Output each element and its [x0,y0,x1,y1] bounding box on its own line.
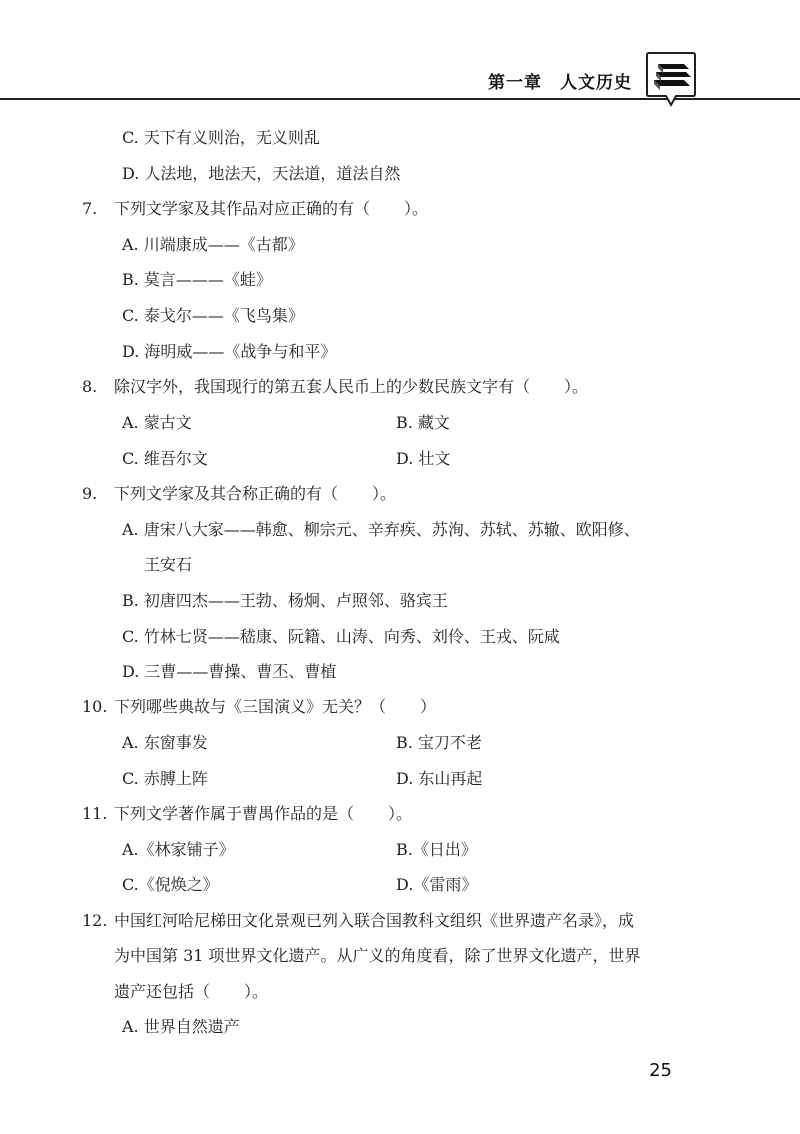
q11-option-c: C.《倪焕之》 [122,875,219,894]
q7-option-c: C. 泰戈尔——《飞鸟集》 [122,306,304,325]
chapter-title: 第一章 人文历史 [488,73,632,93]
q10-option-d: D. 东山再起 [396,769,483,788]
q8-option-c: C. 维吾尔文 [122,449,208,468]
question-number: 7. [82,199,98,218]
q6-option-d: D. 人法地，地法天，天法道，道法自然 [122,164,401,183]
q6-option-c: C. 天下有义则治，无义则乱 [122,128,320,147]
q8-option-a: A. 蒙古文 [122,413,192,432]
q8-option-d: D. 壮文 [396,449,451,468]
question-9-stem: 9. 下列文学家及其合称正确的有（ ）。 [82,484,397,503]
q9-option-b: B. 初唐四杰——王勃、杨炯、卢照邻、骆宾王 [122,591,448,610]
q10-option-c: C. 赤膊上阵 [122,769,208,788]
q11-option-a: A.《林家铺子》 [122,840,235,859]
q7-option-b: B. 莫言———《蛙》 [122,270,272,289]
question-number: 9. [82,484,98,503]
q11-option-d: D.《雷雨》 [396,875,478,894]
q9-option-a: A. 唐宋八大家——韩愈、柳宗元、辛弃疾、苏洵、苏轼、苏辙、欧阳修、 [122,520,640,539]
q10-option-b: B. 宝刀不老 [396,733,482,752]
question-7-stem: 7. 下列文学家及其作品对应正确的有（ ）。 [82,199,429,218]
page-number: 25 [649,1060,672,1081]
q9-option-d: D. 三曹——曹操、曹丕、曹植 [122,662,337,681]
question-number: 10. [82,697,108,716]
question-10-stem: 10. 下列哪些典故与《三国演义》无关？（ ） [82,697,437,716]
question-8-stem: 8. 除汉字外，我国现行的第五套人民币上的少数民族文字有（ ）。 [82,377,589,396]
q7-option-d: D. 海明威——《战争与和平》 [122,342,337,361]
question-12-stem-line2: 为中国第 31 项世界文化遗产。从广义的角度看，除了世界文化遗产，世界 [114,946,641,965]
q8-option-b: B. 藏文 [396,413,450,432]
q9-option-c: C. 竹林七贤——嵇康、阮籍、山涛、向秀、刘伶、王戎、阮咸 [122,627,560,646]
question-number: 12. [82,911,108,930]
q11-option-b: B.《日出》 [396,840,477,859]
question-number: 8. [82,377,98,396]
q7-option-a: A. 川端康成——《古都》 [122,235,304,254]
question-12-stem-line3: 遗产还包括（ ）。 [114,982,269,1001]
q9-option-a-continued: 王安石 [144,555,193,574]
q12-option-a: A. 世界自然遗产 [122,1017,240,1036]
q10-option-a: A. 东窗事发 [122,733,208,752]
question-12-stem: 12. 中国红河哈尼梯田文化景观已列入联合国教科文组织《世界遗产名录》，成 [82,911,635,930]
question-number: 11. [82,804,108,823]
question-11-stem: 11. 下列文学著作属于曹禺作品的是（ ）。 [82,804,413,823]
